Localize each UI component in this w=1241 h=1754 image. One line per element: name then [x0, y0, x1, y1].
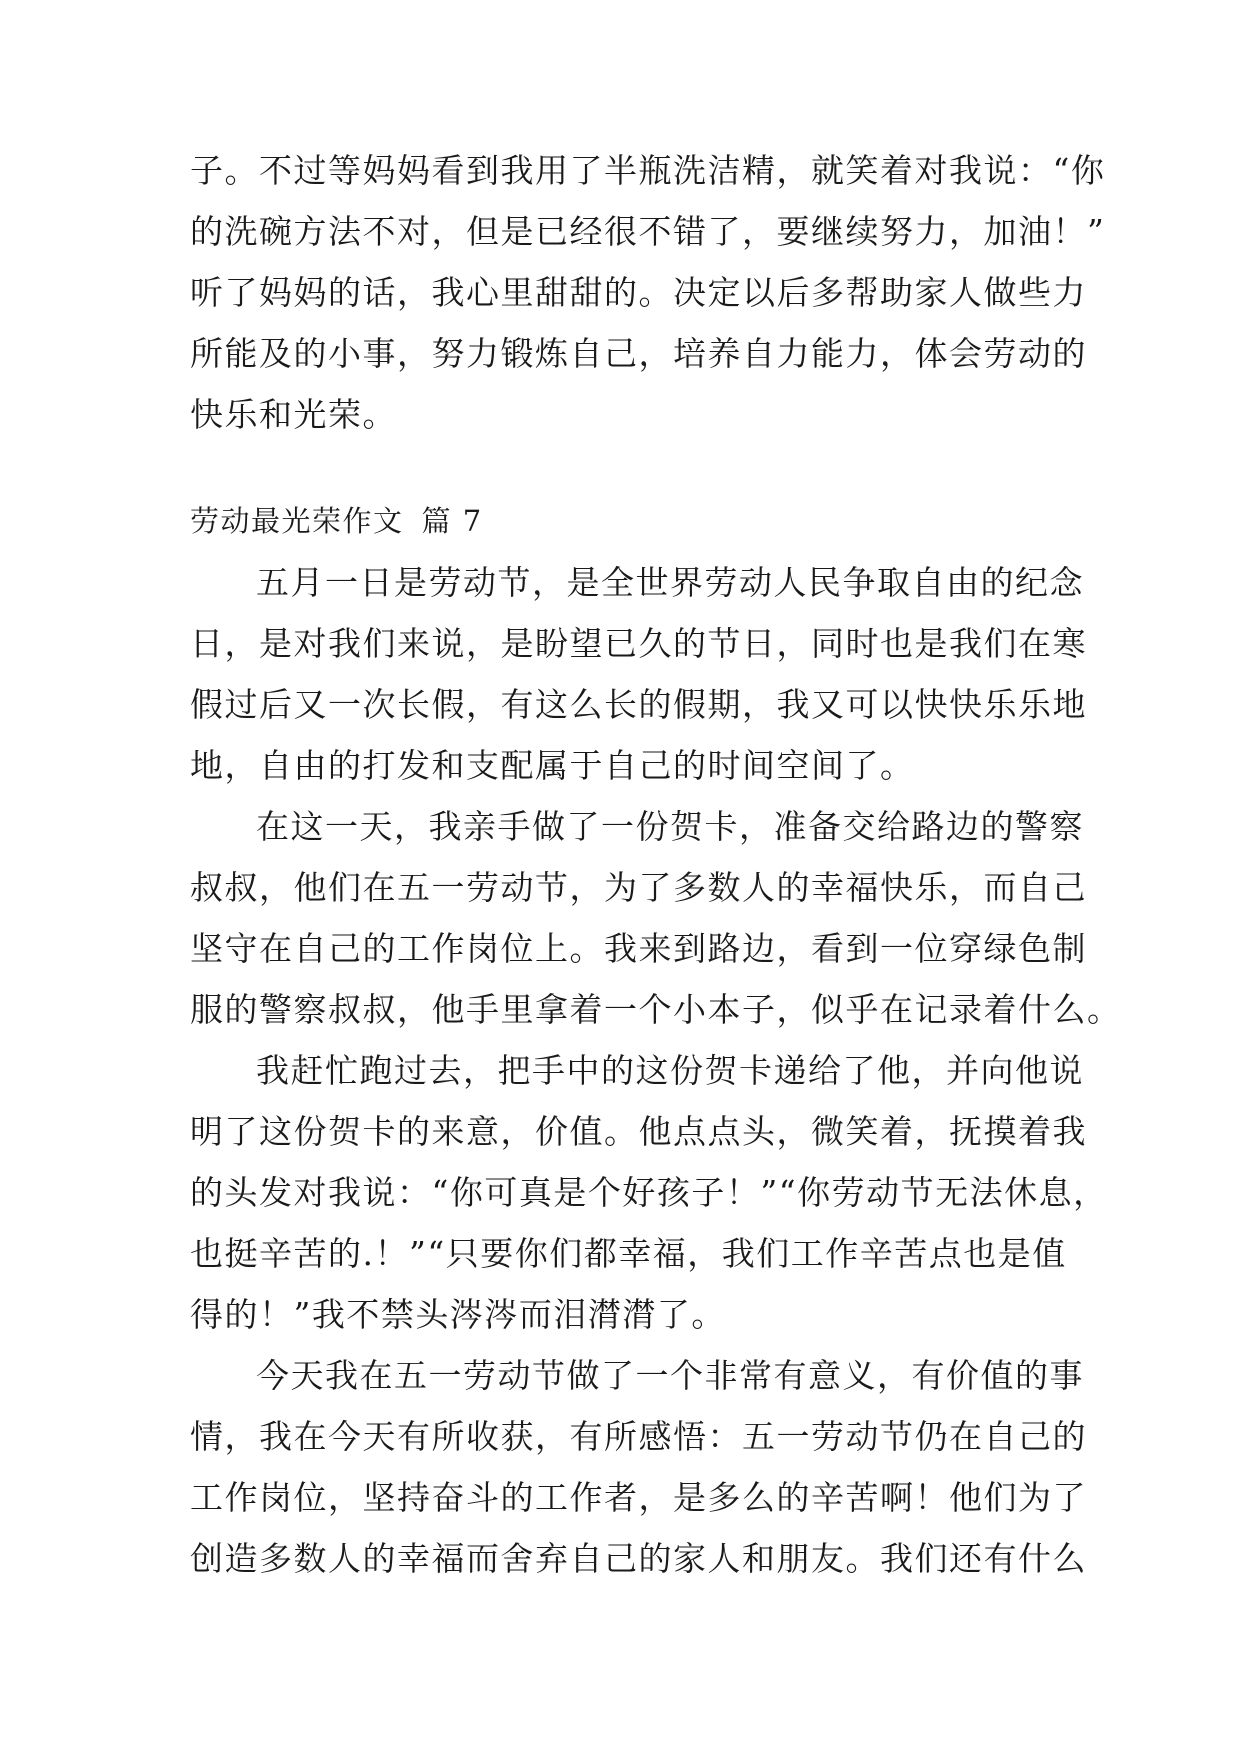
paragraph-4 — [190, 1345, 1087, 1589]
text-line: 叔叔，他们在五一劳动节，为了多数人的幸福快乐，而自己 — [190, 868, 1087, 907]
text-line: 服的警察叔叔，他手里拿着一个小本子，似乎在记录着什么。 — [190, 990, 1122, 1029]
previous-paragraph — [190, 140, 1106, 445]
text-line: 快乐和光荣。 — [190, 395, 397, 434]
text-line: 听了妈妈的话，我心里甜甜的。决定以后多帮助家人做些力 — [190, 273, 1087, 312]
text-line: 的头发对我说：“你可真是个好孩子！”“你劳动节无法休息， — [190, 1173, 1108, 1212]
text-line: 子。不过等妈妈看到我用了半瓶洗洁精，就笑着对我说：“你 — [190, 151, 1106, 190]
section-title: 劳动最光荣作文 — [190, 504, 404, 538]
text-line: 工作岗位，坚持奋斗的工作者，是多么的辛苦啊！他们为了 — [190, 1478, 1087, 1517]
text-line: 五月一日是劳动节，是全世界劳动人民争取自由的纪念 — [256, 563, 1084, 602]
text-line: 也挺辛苦的.！”“只要你们都幸福，我们工作辛苦点也是值 — [190, 1234, 1067, 1273]
section-heading — [190, 491, 1050, 552]
document-body — [190, 140, 1122, 1589]
text-line: 所能及的小事，努力锻炼自己，培养自力能力，体会劳动的 — [190, 334, 1087, 373]
paragraph-3 — [190, 1040, 1108, 1345]
text-line: 在这一天，我亲手做了一份贺卡，准备交给路边的警察 — [256, 807, 1084, 846]
text-line: 情，我在今天有所收获，有所感悟：五一劳动节仍在自己的 — [190, 1417, 1087, 1456]
text-line: 地，自由的打发和支配属于自己的时间空间了。 — [190, 746, 915, 785]
text-line: 创造多数人的幸福而舍弃自己的家人和朋友。我们还有什么 — [190, 1539, 1087, 1578]
paragraph-2 — [190, 796, 1122, 1040]
paragraph-gap — [190, 445, 1050, 491]
text-line: 明了这份贺卡的来意，价值。他点点头，微笑着，抚摸着我 — [190, 1112, 1087, 1151]
text-line: 我赶忙跑过去，把手中的这份贺卡递给了他，并向他说 — [256, 1051, 1084, 1090]
text-line: 坚守在自己的工作岗位上。我来到路边，看到一位穿绿色制 — [190, 929, 1087, 968]
paragraph-1 — [190, 552, 1087, 796]
text-line: 假过后又一次长假，有这么长的假期，我又可以快快乐乐地 — [190, 685, 1087, 724]
text-line: 的洗碗方法不对，但是已经很不错了，要继续努力，加油！” — [190, 212, 1106, 251]
text-line: 今天我在五一劳动节做了一个非常有意义，有价值的事 — [256, 1356, 1084, 1395]
text-line: 日，是对我们来说，是盼望已久的节日，同时也是我们在寒 — [190, 624, 1087, 663]
section-number: 篇 7 — [421, 504, 483, 538]
text-line: 得的！”我不禁头涔涔而泪潸潸了。 — [190, 1295, 726, 1334]
